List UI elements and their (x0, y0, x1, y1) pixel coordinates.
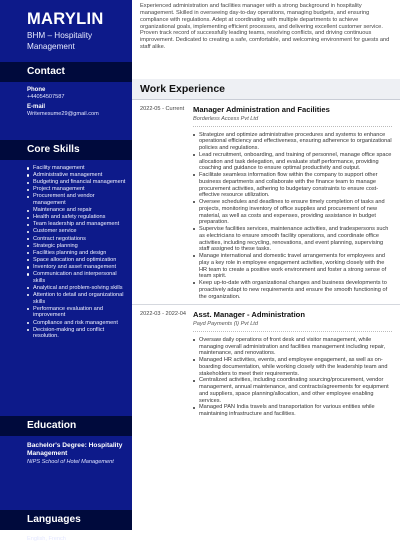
job-divider (193, 331, 392, 332)
skill-item: Facility management (33, 165, 128, 172)
name-block (0, 0, 132, 58)
contact-section (0, 82, 132, 140)
job-bullet: Managed PAN India travels and transportation for various entities while maintaining infrastructure and facilities. (193, 404, 392, 418)
job-bullets (193, 132, 392, 301)
job-bullet: Managed HR activities, events, and employee engagement, as well as on-boarding documentation, while working closely with the leadership team and stakeholders to meet their requirements. (193, 357, 392, 377)
job-title: Asst. Manager - Administration (193, 310, 305, 320)
candidate-role: BHM – Hospitality Management (27, 31, 93, 51)
job-dates: 2022-03 - 2022-04 (140, 311, 187, 318)
job-title: Manager Administration and Facilities (193, 105, 330, 114)
languages-list: English, French (27, 536, 66, 542)
job-entry (132, 100, 400, 300)
profile-summary: Experienced administration and facilities manager with a strong background in hospitality management. Skilled in overseeing day-to-day operations, managing budgets, and ensuring compliance with regulations. Adept at coordinating with multiple departments to achieve organizational goals, implementing efficient processes, and delivering excellent customer service. Proven track record of successfully leading teams, resolving conflicts, and driving continuous improvement. Dedicated to creating a safe, comfortable, and welcoming environment for guests and staff alike. (140, 3, 390, 51)
skill-item: Team leadership and management (33, 221, 128, 228)
skill-item: Communication and interpersonal skills (33, 271, 128, 284)
skill-item: Performance evaluation and improvement (33, 306, 128, 319)
job-bullet: Oversaw daily operations of front desk and visitor management, while managing overall administration and facilities management including repair, maintenance, and renovations. (193, 337, 392, 357)
job-dates: 2022-05 - Current (140, 106, 185, 112)
languages-heading: Languages (0, 510, 132, 530)
skill-item: Inventory and asset management (33, 264, 128, 271)
skill-item: Maintenance and repair (33, 207, 128, 214)
skill-item: Space allocation and optimization (33, 257, 128, 264)
job-bullet: Facilitate seamless information flow within the company to support other business departments and collaborate with the finance team to manage procurement activities, adhering to budgetary constraints to ensure cost-effective resource utilization. (193, 172, 392, 199)
job-bullet: Centralized activities, including coordinating sourcing/procurement, vendor management, annual maintenance, and contracts/agreements for equipment and suppliers, space planning/allocation, and other employee enabling services. (193, 377, 392, 404)
job-company: Borderless Access Pvt Ltd (193, 115, 259, 122)
skill-item: Contract negotiations (33, 236, 128, 243)
skill-item: Health and safety regulations (33, 214, 128, 221)
education-heading: Education (0, 416, 132, 436)
email-value: Writemesume29@gmail.com (27, 111, 99, 117)
main-content (132, 0, 400, 516)
jobs-list (132, 100, 400, 418)
skill-item: Strategic planning (33, 243, 128, 250)
phone-label: Phone (27, 87, 46, 93)
job-bullet: Keep up-to-date with organizational changes and business developments to proactively adapt to new requirements and ensure the smooth functioning of the organization. (193, 280, 392, 300)
sidebar (0, 0, 132, 542)
job-content (193, 100, 392, 300)
work-experience-heading: Work Experience (132, 79, 400, 100)
education-degree: Bachelor's Degree: Hospitality Management (27, 442, 123, 457)
skill-item: Decision-making and conflict resolution. (33, 327, 128, 340)
contact-heading: Contact (0, 62, 132, 82)
skills-heading: Core Skills (0, 140, 132, 160)
skills-list (0, 160, 132, 416)
skill-item: Administrative management (33, 172, 128, 179)
phone-value: +44054507587 (27, 94, 65, 100)
skill-item: Procurement and vendor management (33, 193, 128, 206)
job-bullets (193, 337, 392, 418)
skill-item: Project management (33, 186, 128, 193)
job-divider (193, 126, 392, 127)
job-company: Payd Payments (I) Pvt Ltd (193, 320, 258, 327)
education-school: NIPS School of Hotel Management (27, 459, 114, 465)
skill-item: Attention to detail and organizational skills (33, 292, 128, 305)
skill-item: Analytical and problem-solving skills (33, 285, 128, 292)
email-label: E-mail (27, 104, 46, 110)
job-bullet: Oversee schedules and deadlines to ensure timely completion of tasks and projects, monitoring inventory of office supplies and procurement of new material, as well as costs and expenses, providing assistance in budget preparation. (193, 199, 392, 226)
job-bullet: Lead recruitment, onboarding, and training of personnel, manage office space allocation and task delegation, and evaluate staff performance, providing coaching and guidance to ensure optimal productivity and output. (193, 152, 392, 172)
job-bullet: Supervise facilities services, maintenance activities, and tradespersons such as electricians to ensure smooth facility operations, and coordinate office activities, including recycling, renovations, and event planning, supervising staff assigned to these tasks. (193, 226, 392, 253)
skill-item: Facilities planning and design (33, 250, 128, 257)
job-bullet: Manage international and domestic travel arrangements for employees and play a key role in employee engagement activities, working closely with the HR team to create a positive work environment and foster a strong sense of team spirit. (193, 253, 392, 280)
skill-item: Compliance and risk management (33, 320, 128, 327)
job-bullet: Strategize and optimize administrative procedures and systems to enhance operational efficiency and effectiveness, ensuring adherence to organizational policies and regulations. (193, 132, 392, 152)
job-content (193, 305, 392, 418)
skill-item: Budgeting and financial management (33, 179, 128, 186)
job-entry (132, 304, 400, 418)
education-section (0, 436, 132, 510)
skill-item: Customer service (33, 228, 128, 235)
candidate-name: MARYLIN (27, 10, 104, 28)
